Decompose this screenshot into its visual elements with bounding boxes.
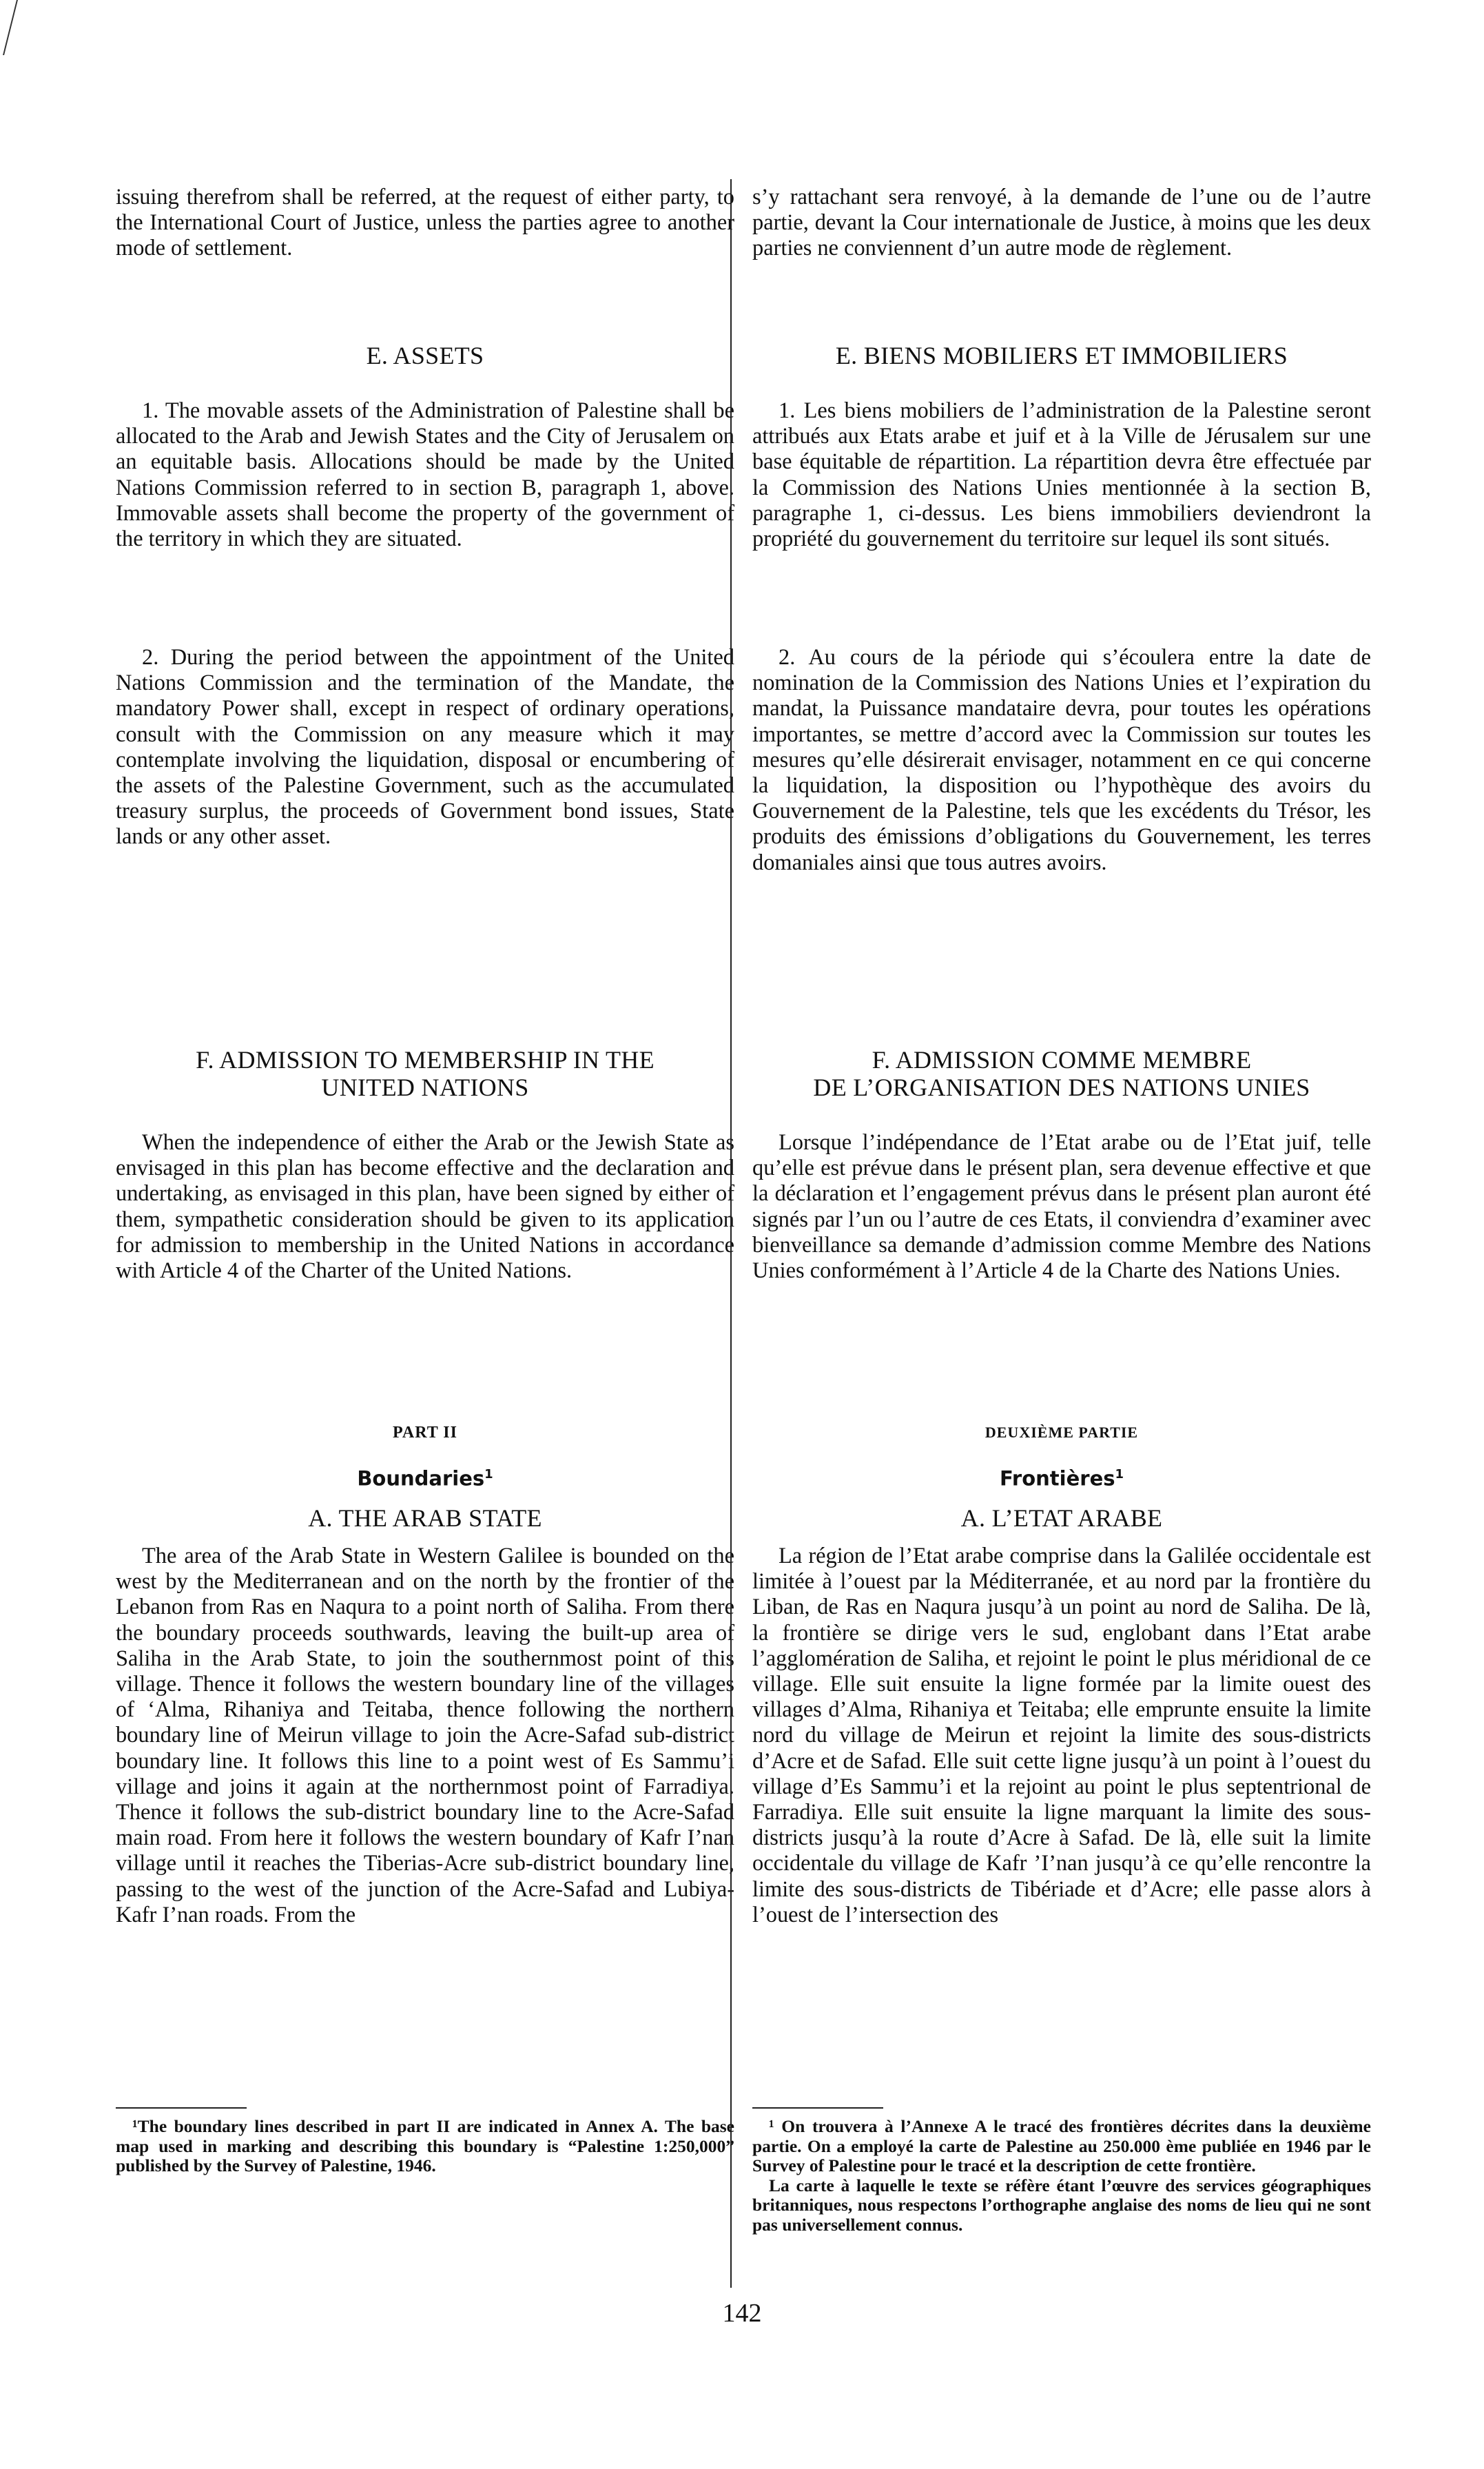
section-e-paragraph-1: 1. Les biens mobiliers de l’administration de la Palestine seront attribués aux Etats arabe et juif et à la Ville de Jérusalem sur une base équitable de répartition. La répartition devra être effectuée par la Commission des Nations Unies mentionnée à la section B, paragraphe 1, ci-dessus. Les biens immobiliers deviendront la propriété du gouvernement du territoire sur lequel ils sont situés. [752,398,1371,552]
section-f-title-line-2: UNITED NATIONS [321,1074,529,1101]
footnote-rule [116,2107,247,2109]
footnote: ¹The boundary lines described in part II are indicated in Annex A. The base map used in marking and describing this boundary is “Palestine 1:250,000” published by the Survey of Palestine, 1946. [116,2116,734,2175]
footnote-marker: 1 [484,1467,493,1482]
section-a-paragraph: La région de l’Etat arabe comprise dans la Galilée occidentale est limitée à l’ouest par la Méditerranée, et au nord par la frontière du Liban, de Ras en Naqura jusqu’à un point au nord de Saliha. De là, la frontière se dirige vers le sud, englobant dans l’Etat arabe l’agglomération de Saliha, et rejoint le point le plus méridional de ce village. Elle suit ensuite la ligne formée par la limite ouest des villages d’Alma, Rihaniya et Teitaba; elle emprunte ensuite la limite nord du village de Meirun et rejoint la limite des sous-districts d’Acre et de Safad. Elle suit cette ligne jusqu’à un point à l’ouest du village d’Es Sammu’i et la rejoint au point le plus septentrional de Farradiya. Elle suit ensuite la ligne marquant la limite des sous-districts jusqu’à la route d’Acre à Safad. De là, elle suit la limite occidentale du village de Kafr ’I’nan jusqu’à ce qu’elle rencontre la limite des sous-districts de Tibériade et d’Acre; elle passe alors à l’ouest de l’intersection des [752,1544,1371,1927]
section-f-title-line-1: F. ADMISSION COMME MEMBRE [872,1046,1252,1074]
continuation-text: s’y rattachant sera renvoyé, à la demande de l’une ou de l’autre partie, devant la Cour internationale de Justice, à moins que les deux parties ne conviennent d’un autre mode de règlement. [752,185,1371,261]
section-f-paragraph: Lorsque l’indépendance de l’Etat arabe ou de l’Etat juif, telle qu’elle est prévue dans le présent plan, sera devenue effective et que la déclaration et l’engagement prévus dans le présent plan auront été signés par l’un ou l’autre de ces Etats, il conviendra d’examiner avec bienveillance sa demande d’admission comme Membre des Nations Unies conformément à l’Article 4 de la Charte des Nations Unies. [752,1130,1371,1284]
part-title: Boundaries$^1$ [357,1466,493,1490]
section-e-title: E. ASSETS [366,342,484,369]
footnote-2: La carte à laquelle le texte se réfère étant l’œuvre des services géographiques britanniques, nous respectons l’orthographe anglaise des noms de lieu qui ne sont pas universellement connus. [752,2175,1371,2235]
part-title: Frontières$^1$ [999,1466,1124,1490]
section-f-title-line-1: F. ADMISSION TO MEMBERSHIP IN THE [196,1046,655,1074]
column-divider [730,179,732,2288]
page-edge-mark [3,0,22,55]
section-f-paragraph: When the independence of either the Arab or the Jewish State as envisaged in this plan has become effective and the declaration and undertaking, as envisaged in this plan, have been signed by either of them, sympathetic consideration should be given to its application for admission to membership in the United Nations in accordance with Article 4 of the Charter of the United Nations. [116,1130,734,1284]
footnote-1: ¹ On trouvera à l’Annexe A le tracé des frontières décrites dans la deuxième partie. On a employé la carte de Palestine au 250.000 ème publiée en 1946 par le Survey of Palestine pour le tracé et la description de cette frontière. [752,2116,1371,2175]
section-a-paragraph: The area of the Arab State in Western Galilee is bounded on the west by the Mediterranean and on the north by the frontier of the Lebanon from Ras en Naqura to a point north of Saliha. From there the boundary proceeds southwards, leaving the built-up area of Saliha in the Arab State, to join the southernmost point of this village. Thence it follows the western boundary line of the villages of ‘Alma, Rihaniya and Teitaba, thence following the northern boundary line of Meirun village to join the Acre-Safad sub-district boundary line. It follows this line to a point west of Es Sammu’i village and joins it again at the northernmost point of Farradiya. Thence it follows the sub-district boundary line to the Acre-Safad main road. From here it follows the western boundary of Kafr I’nan village until it reaches the Tiberias-Acre sub-district boundary line, passing to the west of the junction of the Acre-Safad and Lubiya-Kafr I’nan roads. From the [116,1544,734,1927]
footnote-marker: 1 [1115,1467,1124,1482]
section-f-title-line-2: DE L’ORGANISATION DES NATIONS UNIES [813,1074,1310,1101]
section-e-title: E. BIENS MOBILIERS ET IMMOBILIERS [835,342,1288,369]
section-e-paragraph-2: 2. During the period between the appointment of the United Nations Commission and the termination of the Mandate, the mandatory Power shall, except in respect of ordinary operations, consult with the Commission on any measure which it may contemplate involving the liquidation, disposal or encumbering of the assets of the Palestine Government, such as the accumulated treasury surplus, the proceeds of Government bond issues, State lands or any other asset. [116,645,734,850]
footnote-rule [752,2107,883,2109]
section-e-paragraph-2: 2. Au cours de la période qui s’écoulera entre la date de nomination de la Commission des Nations Unies et l’expiration du mandat, la Puissance mandataire devra, pour toutes les opérations importantes, se mettre d’accord avec la Commission sur toutes les mesures qu’elle désirerait envisager, notamment en ce qui concerne la liquidation, la disposition ou l’hypothèque des avoirs du Gouvernement de la Palestine, tels que les excédents du Trésor, les produits des émissions d’obligations du Gouvernement, les terres domaniales ainsi que tous autres avoirs. [752,645,1371,875]
section-a-title: A. L’ETAT ARABE [960,1504,1163,1532]
part-label: PART II [393,1424,457,1442]
section-e-paragraph-1: 1. The movable assets of the Administration of Palestine shall be allocated to the Arab and Jewish States and the City of Jerusalem on an equitable basis. Allocations should be made by the United Nations Commission referred to in section B, paragraph 1, above. Immovable assets shall become the property of the government of the territory in which they are situated. [116,398,734,552]
continuation-text: issuing therefrom shall be referred, at the request of either party, to the International Court of Justice, unless the parties agree to another mode of settlement. [116,185,734,261]
page-number: 142 [722,2299,762,2328]
section-a-title: A. THE ARAB STATE [308,1504,542,1532]
part-label: DEUXIÈME PARTIE [985,1424,1139,1441]
